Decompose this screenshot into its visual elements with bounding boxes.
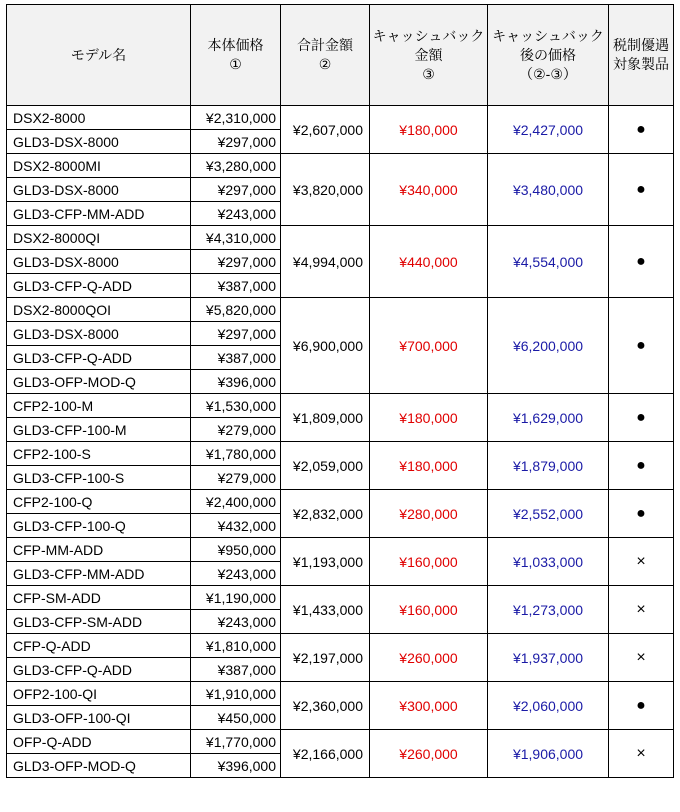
- table-row: [7, 634, 674, 658]
- model-name-cell: GLD3-OFP-MOD-Q: [7, 754, 191, 778]
- cashback-amount-cell: ¥280,000: [370, 490, 488, 538]
- model-name-cell: GLD3-DSX-8000: [7, 178, 191, 202]
- cashback-price-table: [6, 4, 674, 778]
- total-amount-cell: ¥2,059,000: [281, 442, 370, 490]
- after-cashback-price-cell: ¥2,427,000: [488, 106, 609, 154]
- unit-price-cell: ¥1,910,000: [191, 682, 281, 706]
- total-amount-cell: ¥4,994,000: [281, 226, 370, 298]
- after-cashback-price-cell: ¥1,033,000: [488, 538, 609, 586]
- model-name-cell: GLD3-CFP-SM-ADD: [7, 610, 191, 634]
- model-name-cell: OFP-Q-ADD: [7, 730, 191, 754]
- unit-price-cell: ¥950,000: [191, 538, 281, 562]
- model-name-cell: CFP2-100-Q: [7, 490, 191, 514]
- tax-incentive-mark: ●: [609, 154, 674, 226]
- tax-incentive-mark: ●: [609, 394, 674, 442]
- model-name-cell: DSX2-8000MI: [7, 154, 191, 178]
- unit-price-cell: ¥387,000: [191, 658, 281, 682]
- table-row: [7, 442, 674, 466]
- total-amount-cell: ¥2,832,000: [281, 490, 370, 538]
- table-row: [7, 490, 674, 514]
- total-amount-cell: ¥1,193,000: [281, 538, 370, 586]
- unit-price-cell: ¥1,190,000: [191, 586, 281, 610]
- total-amount-cell: ¥1,433,000: [281, 586, 370, 634]
- after-cashback-price-cell: ¥1,937,000: [488, 634, 609, 682]
- cashback-amount-cell: ¥160,000: [370, 538, 488, 586]
- unit-price-cell: ¥387,000: [191, 274, 281, 298]
- cashback-amount-cell: ¥260,000: [370, 730, 488, 778]
- unit-price-cell: ¥243,000: [191, 610, 281, 634]
- model-name-cell: GLD3-CFP-Q-ADD: [7, 658, 191, 682]
- after-cashback-price-cell: ¥1,879,000: [488, 442, 609, 490]
- model-name-cell: GLD3-DSX-8000: [7, 322, 191, 346]
- after-cashback-price-cell: ¥2,060,000: [488, 682, 609, 730]
- header-row: [7, 5, 674, 106]
- after-cashback-price-cell: ¥1,629,000: [488, 394, 609, 442]
- model-name-cell: OFP2-100-QI: [7, 682, 191, 706]
- model-name-cell: GLD3-CFP-100-M: [7, 418, 191, 442]
- model-name-cell: DSX2-8000QI: [7, 226, 191, 250]
- unit-price-cell: ¥243,000: [191, 562, 281, 586]
- unit-price-cell: ¥297,000: [191, 178, 281, 202]
- cashback-amount-cell: ¥440,000: [370, 226, 488, 298]
- unit-price-cell: ¥297,000: [191, 130, 281, 154]
- model-name-cell: GLD3-CFP-Q-ADD: [7, 274, 191, 298]
- after-cashback-price-cell: ¥3,480,000: [488, 154, 609, 226]
- table-row: [7, 106, 674, 130]
- unit-price-cell: ¥2,310,000: [191, 106, 281, 130]
- unit-price-cell: ¥432,000: [191, 514, 281, 538]
- total-amount-cell: ¥1,809,000: [281, 394, 370, 442]
- unit-price-cell: ¥387,000: [191, 346, 281, 370]
- cashback-amount-cell: ¥340,000: [370, 154, 488, 226]
- tax-incentive-mark: ×: [609, 634, 674, 682]
- unit-price-cell: ¥3,280,000: [191, 154, 281, 178]
- model-name-cell: GLD3-CFP-MM-ADD: [7, 202, 191, 226]
- tax-incentive-mark: ×: [609, 586, 674, 634]
- unit-price-cell: ¥279,000: [191, 466, 281, 490]
- tax-incentive-mark: ●: [609, 442, 674, 490]
- tax-incentive-mark: ×: [609, 730, 674, 778]
- table-row: [7, 538, 674, 562]
- unit-price-cell: ¥243,000: [191, 202, 281, 226]
- total-amount-cell: ¥2,360,000: [281, 682, 370, 730]
- total-amount-cell: ¥2,166,000: [281, 730, 370, 778]
- table-row: [7, 730, 674, 754]
- header-unit-price: 本体価格 ①: [191, 5, 281, 106]
- tax-incentive-mark: ●: [609, 226, 674, 298]
- cashback-amount-cell: ¥700,000: [370, 298, 488, 394]
- tax-incentive-mark: ●: [609, 298, 674, 394]
- model-name-cell: GLD3-OFP-MOD-Q: [7, 370, 191, 394]
- table-row: [7, 586, 674, 610]
- unit-price-cell: ¥5,820,000: [191, 298, 281, 322]
- cashback-amount-cell: ¥180,000: [370, 394, 488, 442]
- total-amount-cell: ¥6,900,000: [281, 298, 370, 394]
- total-amount-cell: ¥3,820,000: [281, 154, 370, 226]
- model-name-cell: GLD3-DSX-8000: [7, 130, 191, 154]
- tax-incentive-mark: ●: [609, 490, 674, 538]
- model-name-cell: GLD3-CFP-Q-ADD: [7, 346, 191, 370]
- unit-price-cell: ¥297,000: [191, 322, 281, 346]
- unit-price-cell: ¥1,530,000: [191, 394, 281, 418]
- table-row: [7, 154, 674, 178]
- model-name-cell: CFP-MM-ADD: [7, 538, 191, 562]
- unit-price-cell: ¥1,780,000: [191, 442, 281, 466]
- model-name-cell: CFP2-100-S: [7, 442, 191, 466]
- table-row: [7, 298, 674, 322]
- model-name-cell: GLD3-CFP-MM-ADD: [7, 562, 191, 586]
- header-after-price: キャッシュバック 後の価格 （②-③）: [488, 5, 609, 106]
- tax-incentive-mark: ●: [609, 106, 674, 154]
- cashback-amount-cell: ¥260,000: [370, 634, 488, 682]
- unit-price-cell: ¥2,400,000: [191, 490, 281, 514]
- total-amount-cell: ¥2,607,000: [281, 106, 370, 154]
- unit-price-cell: ¥279,000: [191, 418, 281, 442]
- header-total: 合計金額 ②: [281, 5, 370, 106]
- table-row: [7, 682, 674, 706]
- unit-price-cell: ¥1,770,000: [191, 730, 281, 754]
- header-cashback: キャッシュバック 金額 ③: [370, 5, 488, 106]
- tax-incentive-mark: ×: [609, 538, 674, 586]
- model-name-cell: GLD3-OFP-100-QI: [7, 706, 191, 730]
- total-amount-cell: ¥2,197,000: [281, 634, 370, 682]
- table-row: [7, 394, 674, 418]
- model-name-cell: CFP-Q-ADD: [7, 634, 191, 658]
- table-row: [7, 226, 674, 250]
- header-tax-incentive: 税制優遇 対象製品: [609, 5, 674, 106]
- cashback-amount-cell: ¥180,000: [370, 106, 488, 154]
- model-name-cell: DSX2-8000QOI: [7, 298, 191, 322]
- model-name-cell: GLD3-CFP-100-S: [7, 466, 191, 490]
- cashback-amount-cell: ¥160,000: [370, 586, 488, 634]
- after-cashback-price-cell: ¥1,273,000: [488, 586, 609, 634]
- model-name-cell: GLD3-DSX-8000: [7, 250, 191, 274]
- unit-price-cell: ¥396,000: [191, 754, 281, 778]
- cashback-amount-cell: ¥180,000: [370, 442, 488, 490]
- unit-price-cell: ¥450,000: [191, 706, 281, 730]
- model-name-cell: CFP-SM-ADD: [7, 586, 191, 610]
- unit-price-cell: ¥1,810,000: [191, 634, 281, 658]
- cashback-amount-cell: ¥300,000: [370, 682, 488, 730]
- unit-price-cell: ¥396,000: [191, 370, 281, 394]
- unit-price-cell: ¥4,310,000: [191, 226, 281, 250]
- model-name-cell: CFP2-100-M: [7, 394, 191, 418]
- model-name-cell: DSX2-8000: [7, 106, 191, 130]
- model-name-cell: GLD3-CFP-100-Q: [7, 514, 191, 538]
- tax-incentive-mark: ●: [609, 682, 674, 730]
- after-cashback-price-cell: ¥2,552,000: [488, 490, 609, 538]
- after-cashback-price-cell: ¥1,906,000: [488, 730, 609, 778]
- after-cashback-price-cell: ¥4,554,000: [488, 226, 609, 298]
- unit-price-cell: ¥297,000: [191, 250, 281, 274]
- after-cashback-price-cell: ¥6,200,000: [488, 298, 609, 394]
- header-model: モデル名: [7, 5, 191, 106]
